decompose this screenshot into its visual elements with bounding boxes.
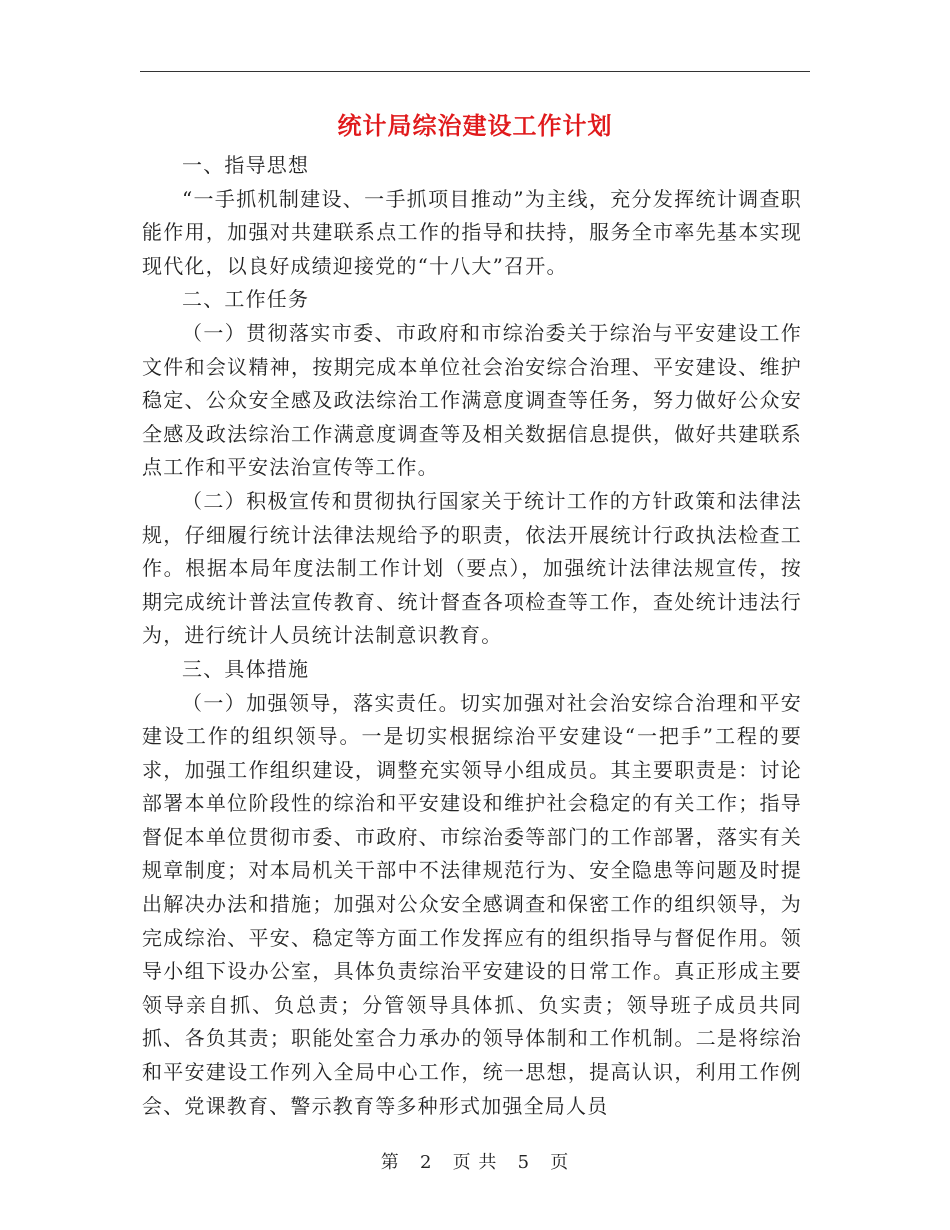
page-total: 5 — [517, 1152, 531, 1173]
document-title: 统计局综治建设工作计划 — [337, 111, 613, 140]
section-heading-specific-measures: 三、具体措施 — [182, 656, 310, 681]
section-heading-work-tasks: 二、工作任务 — [182, 287, 310, 312]
page-footer — [0, 1151, 950, 1175]
paragraph-task-two: （二）积极宣传和贯彻执行国家关于统计工作的方针政策和法律法规，仔细履行统计法律法规给予的职责，依法开展统计行政执法检查工作。根据本局年度法制工作计划（要点），加强统计法律法规宣传，按期完成统计普法宣传教育、统计督查各项检查等工作，查处统计违法行为，进行统计人员统计法制意识教育。 — [142, 488, 802, 648]
document-body — [142, 149, 802, 1123]
section-heading-guiding-ideology: 一、指导思想 — [182, 153, 310, 177]
page-middle: 页 共 — [452, 1152, 498, 1173]
paragraph-guiding-ideology: “一手抓机制建设、一手抓项目推动”为主线，充分发挥统计调查职能作用，加强对共建联系点工作的指导和扶持，服务全市率先基本实现现代化，以良好成绩迎接党的“十八大”召开。 — [142, 186, 802, 278]
page-suffix: 页 — [550, 1152, 570, 1173]
page-prefix: 第 — [380, 1152, 400, 1173]
page-number: 2 — [419, 1152, 433, 1173]
header-rule — [140, 71, 810, 72]
paragraph-measure-one: （一）加强领导，落实责任。切实加强对社会治安综合治理和平安建设工作的组织领导。一是切实根据综治平安建设“一把手”工程的要求，加强工作组织建设，调整充实领导小组成员。其主要职责是：讨论部署本单位阶段性的综治和平安建设和维护社会稳定的有关工作；指导督促本单位贯彻市委、市政府、市综治委等部门的工作部署，落实有关规章制度；对本局机关干部中不法律规范行为、安全隐患等问题及时提出解决办法和措施；加强对公众安全感调查和保密工作的组织领导，为完成综治、平安、稳定等方面工作发挥应有的组织指导与督促作用。领导小组下设办公室，具体负责综治平安建设的日常工作。真正形成主要领导亲自抓、负总责；分管领导具体抓、负实责；领导班子成员共同抓、各负其责；职能处室合力承办的领导体制和工作机制。二是将综治和平安建设工作列入全局中心工作，统一思想，提高认识，利用工作例会、党课教育、警示教育等多种形式加强全局人员 — [142, 690, 802, 1118]
paragraph-task-one: （一）贯彻落实市委、市政府和市综治委关于综治与平安建设工作文件和会议精神，按期完成本单位社会治安综合治理、平安建设、维护稳定、公众安全感及政法综治工作满意度调查等任务，努力做好公众安全感及政法综治工作满意度调查等及相关数据信息提供，做好共建联系点工作和平安法治宣传等工作。 — [142, 320, 802, 480]
